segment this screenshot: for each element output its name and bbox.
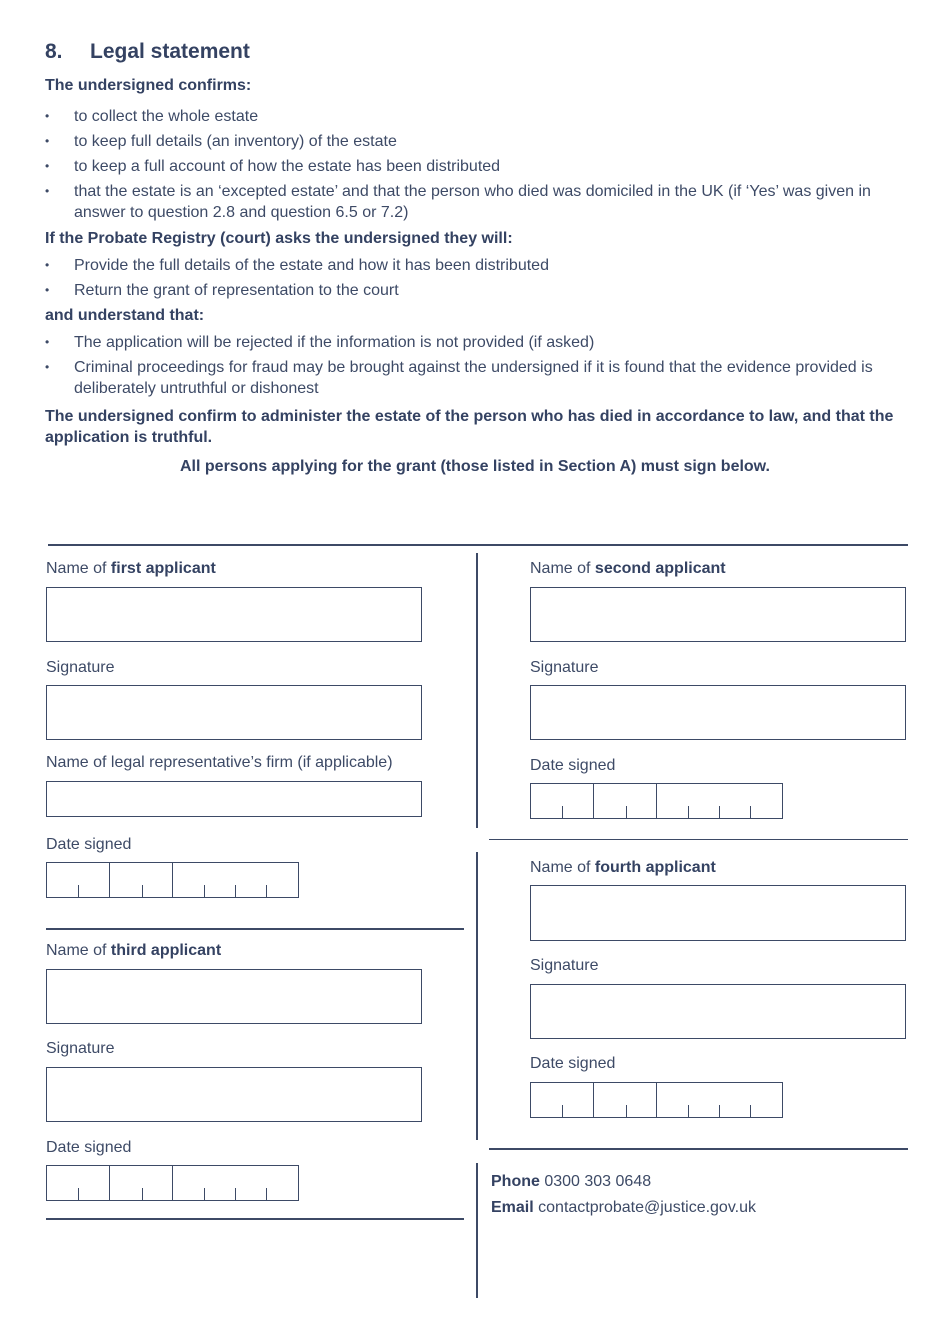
- top-rule: [48, 544, 908, 546]
- fourth-applicant-label: [530, 859, 716, 877]
- signature-label: Signature: [46, 1040, 115, 1057]
- signature-label: Signature: [530, 957, 599, 974]
- first-applicant-date-field[interactable]: [46, 862, 299, 898]
- second-applicant-label: [530, 560, 726, 578]
- understand-list: [45, 332, 895, 403]
- third-applicant-date-field[interactable]: [46, 1165, 299, 1201]
- day-group: [531, 784, 594, 818]
- second-applicant-signature-field[interactable]: [530, 685, 906, 740]
- day-group: [47, 863, 110, 897]
- year-group: [173, 1166, 298, 1200]
- label-prefix: Name of: [530, 859, 591, 876]
- third-applicant-label: [46, 942, 221, 960]
- date-tick: [142, 1188, 143, 1200]
- date-tick: [688, 806, 689, 818]
- signature-label: Signature: [46, 659, 115, 676]
- label-strong: second applicant: [594, 560, 726, 577]
- date-signed-label: Date signed: [530, 757, 616, 774]
- phone-label: Phone: [491, 1173, 540, 1190]
- date-tick: [562, 1105, 563, 1117]
- list-item: • Provide the full details of the estate and how it has been distributed: [45, 255, 895, 276]
- legal-firm-field[interactable]: [46, 781, 422, 817]
- date-tick: [750, 806, 751, 818]
- date-tick: [78, 885, 79, 897]
- date-tick: [204, 885, 205, 897]
- section-heading: [45, 40, 250, 64]
- sign-instruction: All persons applying for the grant (those listed in Section A) must sign below.: [180, 458, 770, 475]
- fourth-applicant-name-field[interactable]: [530, 885, 906, 941]
- list-item: • The application will be rejected if the information is not provided (if asked): [45, 332, 895, 353]
- date-tick: [78, 1188, 79, 1200]
- year-group: [657, 784, 782, 818]
- first-applicant-name-field[interactable]: [46, 587, 422, 642]
- day-group: [531, 1083, 594, 1117]
- day-group: [47, 1166, 110, 1200]
- confirm-statement: The undersigned confirm to administer the estate of the person who has died in accordance to law, and that the application is truthful.: [45, 408, 894, 446]
- year-group: [173, 863, 298, 897]
- label-strong: fourth applicant: [594, 859, 716, 876]
- first-applicant-label: [46, 560, 216, 578]
- third-applicant-name-field[interactable]: [46, 969, 422, 1024]
- list-item: • that the estate is an ‘excepted estate’ and that the person who died was domiciled in the UK (if ‘Yes’ was given in answer to question 2.8 and question 6.5 or 7.2): [45, 181, 895, 223]
- column-divider: [476, 852, 478, 1140]
- registry-list: [45, 255, 895, 305]
- date-tick: [626, 806, 627, 818]
- date-tick: [719, 1105, 720, 1117]
- label-prefix: Name of: [530, 560, 591, 577]
- signature-label: Signature: [530, 659, 599, 676]
- label-prefix: Name of: [46, 560, 107, 577]
- date-tick: [142, 885, 143, 897]
- date-tick: [688, 1105, 689, 1117]
- month-group: [110, 1166, 174, 1200]
- list-item: • to keep a full account of how the estate has been distributed: [45, 156, 895, 177]
- column-divider: [476, 553, 478, 828]
- date-tick: [204, 1188, 205, 1200]
- column-divider: [476, 1163, 478, 1298]
- right-bottom-rule: [489, 1148, 908, 1150]
- date-tick: [266, 885, 267, 897]
- year-group: [657, 1083, 782, 1117]
- contact-phone: [491, 1173, 651, 1191]
- label-strong: third applicant: [110, 942, 222, 959]
- firm-label: Name of legal representative’s firm (if applicable): [46, 754, 393, 771]
- confirms-list: [45, 106, 895, 227]
- second-applicant-name-field[interactable]: [530, 587, 906, 642]
- section-number: 8.: [45, 40, 63, 63]
- label-prefix: Name of: [46, 942, 107, 959]
- label-strong: first applicant: [110, 560, 216, 577]
- list-item: • Return the grant of representation to the court: [45, 280, 895, 301]
- section-title: Legal statement: [90, 40, 250, 63]
- first-applicant-signature-field[interactable]: [46, 685, 422, 740]
- list-item: • to keep full details (an inventory) of the estate: [45, 131, 895, 152]
- date-signed-label: Date signed: [530, 1055, 616, 1072]
- confirms-heading: The undersigned confirms:: [45, 77, 252, 94]
- list-item: • Criminal proceedings for fraud may be brought against the undersigned if it is found that the evidence provided is deliberately untruthful or dishonest: [45, 357, 895, 399]
- fourth-applicant-date-field[interactable]: [530, 1082, 783, 1118]
- month-group: [594, 784, 658, 818]
- email-label: Email: [491, 1199, 534, 1216]
- date-signed-label: Date signed: [46, 836, 132, 853]
- registry-heading: If the Probate Registry (court) asks the undersigned they will:: [45, 230, 513, 247]
- date-tick: [750, 1105, 751, 1117]
- left-bottom-rule: [46, 1218, 464, 1220]
- understand-heading: and understand that:: [45, 307, 205, 324]
- month-group: [594, 1083, 658, 1117]
- phone-number: 0300 303 0648: [544, 1173, 652, 1190]
- right-divider-rule: [489, 839, 908, 840]
- date-tick: [562, 806, 563, 818]
- fourth-applicant-signature-field[interactable]: [530, 984, 906, 1039]
- date-tick: [266, 1188, 267, 1200]
- left-divider-rule: [46, 928, 464, 930]
- third-applicant-signature-field[interactable]: [46, 1067, 422, 1122]
- email-address[interactable]: contactprobate@justice.gov.uk: [538, 1199, 756, 1216]
- contact-email: [491, 1199, 756, 1217]
- month-group: [110, 863, 174, 897]
- date-tick: [626, 1105, 627, 1117]
- date-tick: [719, 806, 720, 818]
- date-tick: [235, 885, 236, 897]
- second-applicant-date-field[interactable]: [530, 783, 783, 819]
- date-signed-label: Date signed: [46, 1139, 132, 1156]
- list-item: • to collect the whole estate: [45, 106, 895, 127]
- date-tick: [235, 1188, 236, 1200]
